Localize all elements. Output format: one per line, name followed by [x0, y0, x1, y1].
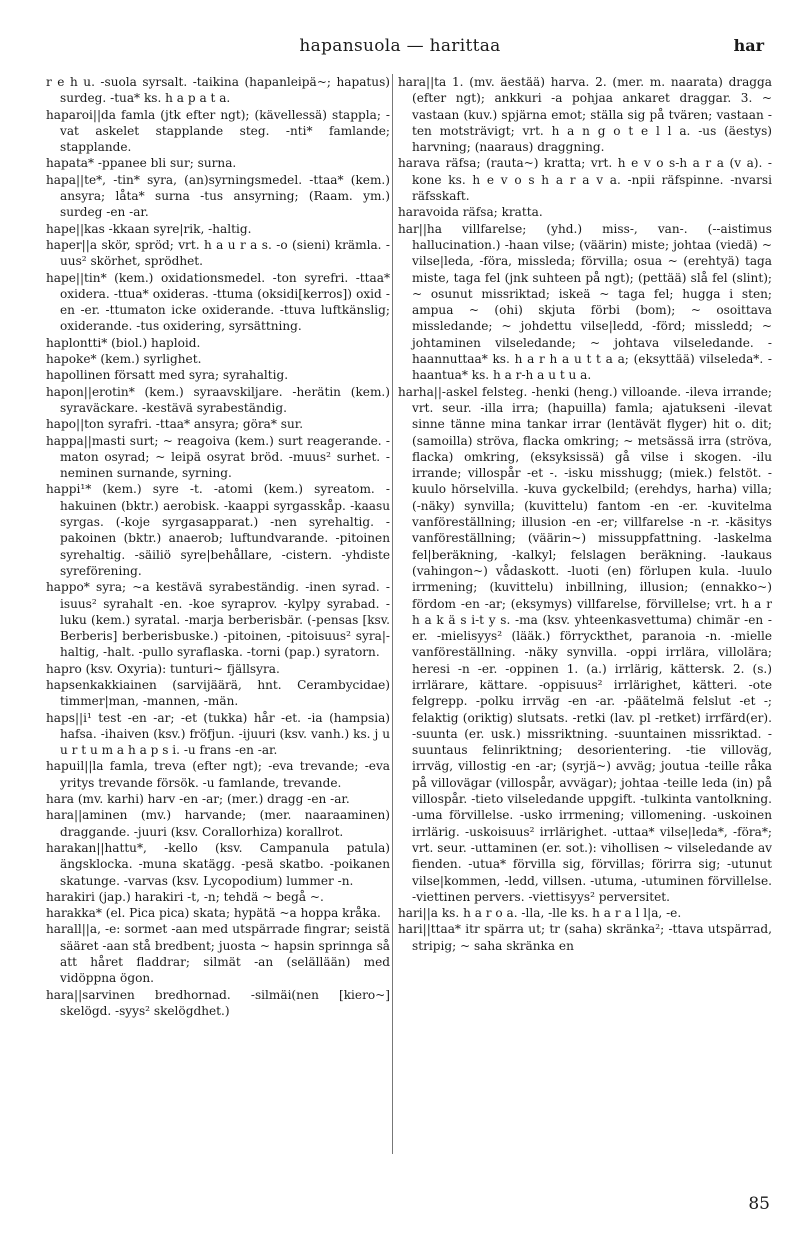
dictionary-entry: haparoi||da famla (jtk efter ngt); (kävellessä) stappla; -vat askelet stapplande steg. -nti* famlande; stapplande. — [46, 107, 390, 155]
dictionary-entry: haplontti* (biol.) haploid. — [46, 335, 201, 350]
dictionary-entry: hara||ta 1. (mv. äestää) harva. 2. (mer. m. naarata) dragga (efter ngt); ankkuri -a pohjaa ankaret draggar. 3. ~ vastaan (kuv.) spjärna emot; ställa sig på tvären; vastaan -ten motsträvigt; vrt. h a n g o t e l l a. -us (äestys) harvning; (naaraus) draggning. — [398, 75, 772, 155]
dictionary-entry: happi¹* (kem.) syre -t. -atomi (kem.) syreatom. -hakuinen (bktr.) aerobisk. -kaappi syrgasskåp. -kaasu syrgas. (-koje syrgasapparat.) -nen syrehaltig. -pakoinen (bktr.) anaerob; luftundvarande. -pitoinen syrehaltig. -säiliö syre|behållare, -cistern. -yhdiste syreförening. — [46, 482, 390, 578]
dictionary-entry: hape||kas -kkaan syre|rik, -haltig. — [46, 221, 252, 236]
dictionary-entry: hara (mv. karhi) harv -en -ar; (mer.) dragg -en -ar. — [46, 792, 350, 807]
dictionary-entry: hapollinen försatt med syra; syrahaltig. — [46, 368, 289, 383]
dictionary-entry: hapoke* (kem.) syrlighet. — [46, 352, 202, 367]
dictionary-entry: haper||a skör, spröd; vrt. h a u r a s. -o (sieni) krämla. -uus² skörhet, sprödhet. — [46, 237, 390, 269]
dictionary-entry: happo* syra; ~a kestävä syrabeständig. -inen syrad. -isuus² syrahalt -en. -koe syraprov. -kylpy syrabad. -luku (kem.) syratal. -marja berberisbär. (-pensas [ksv. Berberis] berberisbuske.) -pitoinen, -pitoisuus² syra|-haltig, -halt. -pullo syraflaska. -torni (pap.) syratorn. — [46, 580, 390, 660]
dictionary-entry: harakan||hattu*, -kello (ksv. Campanula patula) ängsklocka. -muna skatägg. -pesä skatbo. -poikanen skatunge. -varvas (ksv. Lycopodium) lummer -n. — [46, 840, 390, 888]
page-number: 85 — [748, 1194, 770, 1214]
right-column — [398, 74, 772, 1134]
dictionary-entry: hapro (ksv. Oxyria): tunturi~ fjällsyra. — [46, 661, 280, 676]
dictionary-entry: harakka* (el. Pica pica) skata; hypätä ~a hoppa kråka. — [46, 906, 381, 921]
dictionary-entry: haps||i¹ test -en -ar; -et (tukka) hår -et. -ia (hampsia) hafsa. -ihaiven (ksv.) fröfjun. -ijuuri (ksv. vanh.) ks. j u u r t u m a h a p s i. -u frans -en -ar. — [46, 710, 390, 758]
dictionary-entry: r e h u. -suola syrsalt. -taikina (hapanleipä~; hapatus) surdeg. -tua* ks. h a p a t a. — [46, 75, 390, 106]
dictionary-entry: hapon||erotin* (kem.) syraavskiljare. -herätin (kem.) syraväckare. -kestävä syrabeständig. — [46, 384, 390, 415]
dictionary-entry: happa||masti surt; ~ reagoiva (kem.) surt reagerande. -maton osyrad; ~ leipä osyrat bröd. -muus² surhet. -neminen surnande, syrning. — [46, 433, 390, 481]
dictionary-entry: hara||aminen (mv.) harvande; (mer. naaraaminen) draggande. -juuri (ksv. Corallorhiza) korallrot. — [46, 808, 390, 839]
page-header — [0, 34, 800, 58]
guide-word: har — [733, 36, 764, 55]
dictionary-entry: harava räfsa; (rauta~) kratta; vrt. h e v o s-h a r a (v a). -kone ks. h e v o s h a r a v a. -npii räfspinne. -nvarsi räfsskaft. — [398, 156, 772, 204]
dictionary-entry: hari||ttaa* itr spärra ut; tr (saha) skränka²; -ttava utspärrad, stripig; ~ saha skränka en — [398, 922, 772, 953]
dictionary-entry: hari||a ks. h a r o a. -lla, -lle ks. h a r a l l|a, -e. — [398, 906, 682, 921]
dictionary-entry: hapuil||la famla, treva (efter ngt); -eva trevande; -eva yritys trevande försök. -u famlande, trevande. — [46, 759, 390, 790]
running-title: hapansuola — harittaa — [299, 36, 501, 56]
dictionary-entry: hapsenkakkiainen (sarvijäärä, hnt. Cerambycidae) timmer|man, -mannen, -män. — [46, 677, 390, 709]
dictionary-entry: harall||a, -e: sormet -aan med utspärrade fingrar; seistä sääret -aan stå bredbent; juosta ~ hapsin sprinngа så att håret fladdrar; silmät -an (selällään) med vidöppna ögon. — [46, 922, 390, 986]
dictionary-entry: hape||tin* (kem.) oxidationsmedel. -ton syrefri. -ttaa* oxidera. -ttua* oxideras. -ttuma (oksidi[kerros]) oxid -en -er. -ttumaton icke oxiderande. -ttuva luftkänslig; oxiderande. -tus oxidering, syrsättning. — [46, 270, 390, 334]
dictionary-entry: harakiri (jap.) harakiri -t, -n; tehdä ~ begå ~. — [46, 889, 324, 904]
dictionary-entry: harha||-askel felsteg. -henki (heng.) villoande. -ileva irrande; vrt. seur. -illa irra; (hapuilla) famla; ajatukseni -ilevat sinne tänne mina tankar irrar (lentävät flyger) hit o. dit; (samoilla) ströva, flacka omkring; ~ metsässä irra (ströva, flacka) omkring, (eksyksissä) gå vilse i skogen. -ilu irrande; villospår -et -. -isku misshugg; (miek.) felstöt. -kuulo hörselvilla. -kuva gyckelbild; (erehdys, harha) villa; (-näky) synvilla; (kuvittelu) fantom -en -er. -kuvitelma vanföreställning; illusion -en -er; villfarelse -n -r. -käsitys vanföreställning; (väärin~) missuppfattning. -laskelma fel|beräkning, -kalkyl; felslagen beräkning. -laukaus (vahingon~) vådaskott. -luoti (en) förlupen kula. -luulo irrmening; (kuvittelu) inbillning, illusion; (ennakko~) fördom -en -ar; (eksymys) villfarelse, förvillelse; vrt. h a r h a k ä s i-t y s. -ma (ksv. yhteenkasvettuma) chimär -en -er. -mielisyys² (lääk.) förryckthet, paranoia -n. -mielle vanföreställning. -näky synvilla. -oppi irrlära, villolära; heresi -n -er. -oppinen 1. (a.) irrlärig, kättersk. 2. (s.) irrlärare, kättare. -oppisuus² irrlärighet, kätteri. -ote felgrepp. -polku irrväg -en -ar. -päätelmä felslut -et -; felaktig (oriktig) slutsats. -retki (lav. pl -retket) irrfärd(er). -suunta (er. usk.) missriktning. -suuntainen missriktad. -suuntaus felinriktning; desorientering. -tie villoväg, irrväg, villostig -en -ar; (syrjä~) avväg; joutua -teille råka på villovägar (villospår, avvägar); johtaa -teille leda (in) på villospår. -tieto vilseledande uppgift. -tulkinta vantolkning. -uma förvillelse. -usko irrmening; villomening. -uskoinen irrlärig. -uskoisuus² irrlärighet. -uttaa* vilse|leda*, -föra*; vrt. seur. -uttaminen (er. sot.): vihollisen ~ vilseledande av fienden. -utua* förvilla sig, förvillas; förirra sig; -utunut vilse|kommen, -ledd, villsen. -utuma, -utuminen förvillelse. -viettinen pervers. -viettisyys² perversitet. — [398, 384, 772, 904]
dictionary-entry: hapo||ton syrafri. -ttaa* ansyra; göra* sur. — [46, 417, 304, 432]
column-divider — [392, 74, 393, 1154]
left-column — [46, 74, 390, 1166]
dictionary-entry: har||ha villfarelse; (yhd.) miss-, van-. (--aistimus hallucination.) -haan vilse; (väärin) miste; johtaa (viedä) ~ vilse|leda, -föra, missleda; förvilla; osua ~ (erehtyä) taga miste, taga fel (jnk suhteen på ngt); (pettää) slå fel (slint); ~ osunut missriktad; iskeä ~ taga fel; hugga i sten; ampua ~ (ohi) skjuta förbi (bom); ~ osoittava missledande; ~ johdettu vilse|ledd, -förd; missledd; ~ johtaminen vilseledande; ~ johtava vilseledande. -haannuttaa* ks. h a r h a u t t a a; (eksyttää) vilseleda*. -haantua* ks. h a r-h a u t u a. — [398, 221, 772, 383]
dictionary-entry: haravoida räfsa; kratta. — [398, 205, 543, 220]
dictionary-entry: hapa||te*, -tin* syra, (an)syrningsmedel. -ttaa* (kem.) ansyra; låta* surna -tus ansyrning; (Raam. ym.) surdeg -en -ar. — [46, 172, 390, 220]
dictionary-entry: hapata* -ppanee bli sur; surna. — [46, 156, 237, 171]
dictionary-entry: hara||sarvinen bredhornad. -silmäi(nen [kiero~] skelögd. -syys² skelögdhet.) — [46, 987, 390, 1018]
